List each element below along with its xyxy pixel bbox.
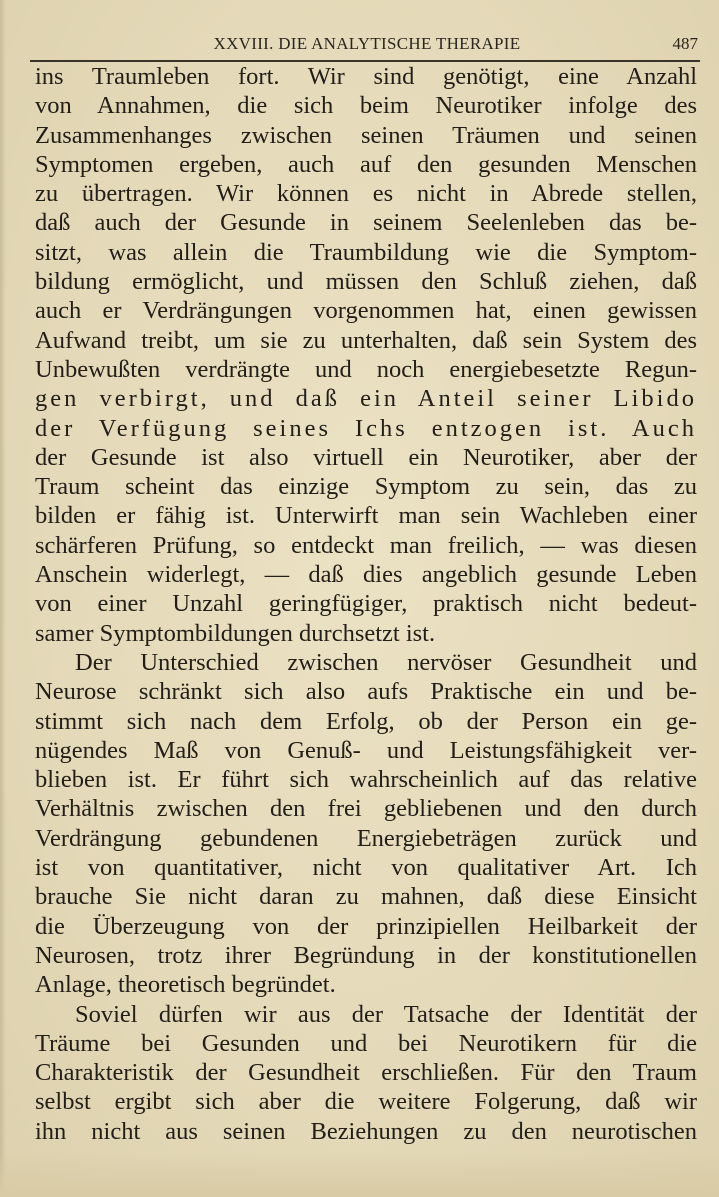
text-line: brauche Sie nicht daran zu mahnen, daß diese Einsicht: [35, 883, 697, 911]
text-line: ist von quantitativer, nicht von qualitativer Art. Ich: [35, 854, 697, 882]
text-line: ins Traumleben fort. Wir sind genötigt, eine Anzahl: [35, 63, 697, 90]
text-line: von einer Unzahl geringfügiger, praktisch nicht bedeut-: [35, 590, 697, 618]
running-title: XXVIII. DIE ANALYTISCHE THERAPIE: [213, 34, 521, 53]
text-line: zu übertragen. Wir können es nicht in Abrede stellen,: [35, 180, 697, 208]
text-line: schärferen Prüfung, so entdeckt man freilich, — was diesen: [35, 531, 697, 559]
text-line: Anschein widerlegt, — daß dies angeblich gesunde Leben: [35, 561, 697, 589]
text-line: Zusammenhanges zwischen seinen Träumen und seinen: [35, 121, 697, 149]
text-line: Verhältnis zwischen den frei gebliebenen und den durch: [35, 795, 697, 823]
text-line: Charakteristik der Gesundheit erschließen. Für den Traum: [35, 1059, 697, 1087]
body-text: [35, 62, 697, 1146]
paragraph-start-line: Der Unterschied zwischen nervöser Gesundheit und: [75, 648, 697, 676]
text-line: die Überzeugung von der prinzipiellen Heilbarkeit der: [35, 912, 697, 940]
text-line: bildung ermöglicht, und müssen den Schluß ziehen, daß: [35, 268, 697, 296]
page-number: 487: [672, 34, 698, 53]
text-line: auch er Verdrängungen vorgenommen hat, einen gewissen: [35, 297, 697, 325]
text-line: ihn nicht aus seinen Beziehungen zu den neurotischen: [35, 1117, 697, 1145]
text-line: bilden er fähig ist. Unterwirft man sein Wachleben einer: [35, 502, 697, 530]
text-line: Unbewußten verdrängte und noch energiebesetzte Regun-: [35, 355, 697, 383]
paragraph-end-line: samer Symptombildungen durchsetzt ist.: [35, 619, 436, 647]
text-line: daß auch der Gesunde in seinem Seelenleben das be-: [35, 209, 697, 237]
text-line: nügendes Maß von Genuß- und Leistungsfähigkeit ver-: [35, 736, 697, 764]
text-line: von Annahmen, die sich beim Neurotiker infolge des: [35, 92, 697, 120]
text-line: stimmt sich nach dem Erfolg, ob der Person ein ge-: [35, 707, 697, 735]
text-line: selbst ergibt sich aber die weitere Folgerung, daß wir: [35, 1088, 697, 1116]
running-header: [36, 34, 698, 58]
paragraph-start-line: Soviel dürfen wir aus der Tatsache der Identität der: [75, 1000, 697, 1028]
text-line: blieben ist. Er führt sich wahrscheinlich auf das relative: [35, 766, 697, 794]
text-line: der Verfügung seines Ichs entzogen ist. Auch: [35, 414, 697, 442]
page-bottom-shade: [0, 1150, 719, 1197]
text-line: Aufwand treibt, um sie zu unterhalten, daß sein System des: [35, 326, 697, 354]
text-line: Traum scheint das einzige Symptom zu sein, das zu: [35, 473, 697, 501]
text-line: Neurose schränkt sich also aufs Praktische ein und be-: [35, 678, 697, 706]
text-line: Träume bei Gesunden und bei Neurotikern für die: [35, 1029, 697, 1057]
text-line: gen verbirgt, und daß ein Anteil seiner Libido: [35, 385, 697, 413]
text-line: Verdrängung gebundenen Energiebeträgen zurück und: [35, 824, 697, 852]
paragraph-end-line: Anlage, theoretisch begründet.: [35, 971, 336, 999]
text-line: Neurosen, trotz ihrer Begründung in der konstitutionellen: [35, 941, 697, 969]
text-line: der Gesunde ist also virtuell ein Neurotiker, aber der: [35, 443, 697, 471]
text-line: Symptomen ergeben, auch auf den gesunden Menschen: [35, 150, 697, 178]
text-line: sitzt, was allein die Traumbildung wie die Symptom-: [35, 238, 697, 266]
page-spine-shadow: [0, 0, 6, 1197]
